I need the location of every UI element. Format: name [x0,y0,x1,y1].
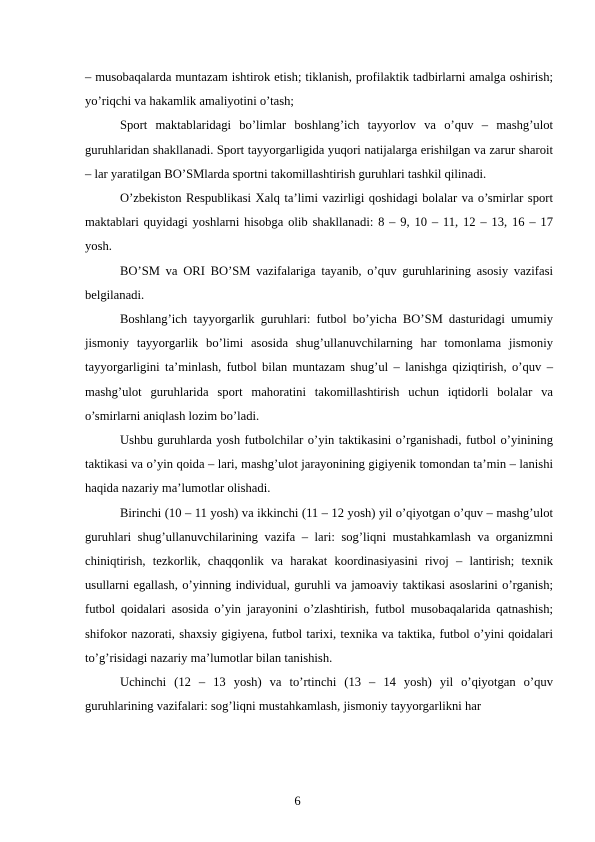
paragraph-4: BO’SM va ORI BO’SM vazifalariga tayanib, o’quv guruhlarining asosiy vazifasi belgilanadi. [85,263,553,302]
paragraph-6: Ushbu guruhlarda yosh futbolchilar o’yin taktikasini o’rganishadi, futbol o’yinining taktikasi va o’yin qoida – lari, mashg’ulot jarayonining gigiyenik tomondan ta’min – lanishi haqida nazariy ma’lumotlar olishadi. [85,433,553,496]
paragraph-5: Boshlang’ich tayyorgarlik guruhlari: futbol bo’yicha BO’SM dasturidagi umumiy jismoniy tayyorgarlik bo’limi asosida shug’ullanuvchilarning har tomonlama jismoniy tayyorgarligini ta’minlash, futbol bilan muntazam shug’ul – lanishga qiziqtirish, o’quv – mashg’ulot guruhlarida sport mahoratini takomillashtirish uchun iqtidorli bolalar va o’smirlarni aniqlash lozim bo’ladi. [85,312,553,423]
paragraph-8: Uchinchi (12 – 13 yosh) va to’rtinchi (13 – 14 yosh) yil o’qiyotgan o’quv guruhlarining vazifalari: sog’liqni mustahkamlash, jismoniy tayyorgarlikni har [85,675,553,714]
paragraph-7: Birinchi (10 – 11 yosh) va ikkinchi (11 – 12 yosh) yil o’qiyotgan o’quv – mashg’ulot guruhlari shug’ullanuvchilarining vazifa – lari: sog’liqni mustahkamlash va organizmni chiniqtirish, tezkorlik, chaqqonlik va harakat koordinasiyasini rivoj – lantirish; texnik usullarni egallash, o’yinning individual, guruhli va jamoaviy taktikasi asoslarini o’rganish; futbol qoidalari asosida o’yin jarayonini o’zlashtirish, futbol musobaqalarida qatnashish; shifokor nazorati, shaxsiy gigiyena, futbol tarixi, texnika va taktika, futbol o’yini qoidalari to’g’risidagi nazariy ma’lumotlar bilan tanishish. [85,505,553,665]
body-text [85,65,553,718]
paragraph-2: Sport maktablaridagi bo’limlar boshlang’ich tayyorlov va o’quv – mashg’ulot guruhlaridan shakllanadi. Sport tayyorgarligida yuqori natijalarga erishilgan va zarur sharoit – lar yaratilgan BO’SMlarda sportni takomillashtirish guruhlari tashkil qilinadi. [85,118,553,181]
paragraph-3: O’zbekiston Respublikasi Xalq ta’limi vazirligi qoshidagi bolalar va o’smirlar sport maktablari quyidagi yoshlarni hisobga olib shakllanadi: 8 – 9, 10 – 11, 12 – 13, 16 – 17 yosh. [85,191,553,254]
paragraph-1: – musobaqalarda muntazam ishtirok etish; tiklanish, profilaktik tadbirlarni amalga oshirish; yo’riqchi va hakamlik amaliyotini o’tash; [85,70,553,109]
page-number: 6 [294,794,301,808]
